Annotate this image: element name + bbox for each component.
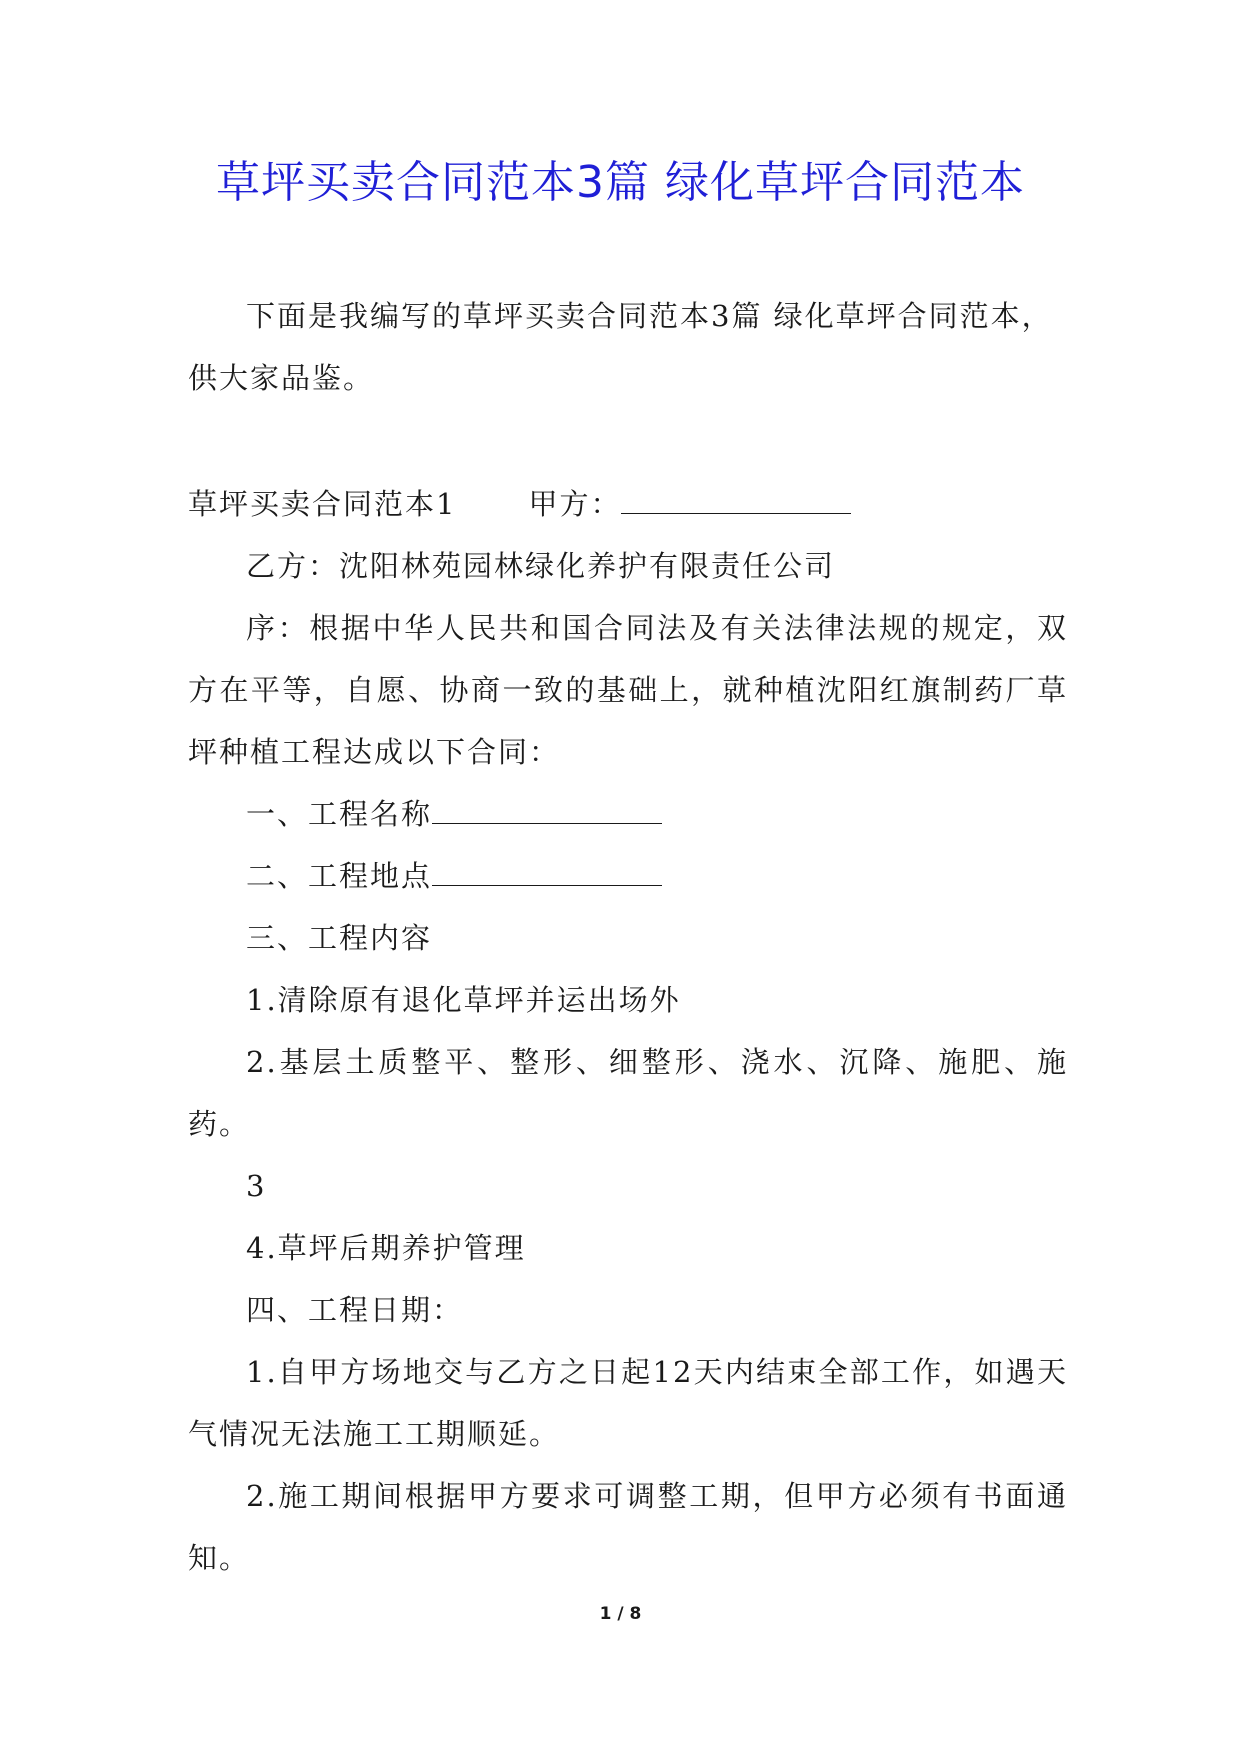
date-2: 2.施工期间根据甲方要求可调整工期，但甲方必须有书面通知。 <box>188 1479 1068 1575</box>
content-2: 2.基层土质整平、整形、细整形、浇水、沉降、施肥、施药。 <box>188 1045 1068 1141</box>
preamble: 序：根据中华人民共和国合同法及有关法律法规的规定，双方在平等，自愿、协商一致的基础上，就种植沈阳红旗制药厂草坪种植工程达成以下合同： <box>188 611 1068 769</box>
item-project-name <box>188 783 1068 845</box>
heading-row <box>188 473 1068 535</box>
content-3: 3 <box>246 1169 267 1203</box>
party-a-blank <box>621 491 851 514</box>
item-project-location <box>188 845 1068 907</box>
intro-line-2: 供大家品鉴。 <box>188 361 375 395</box>
item-project-location-label: 二、工程地点 <box>246 859 433 893</box>
contract-body <box>188 473 1068 1589</box>
page-indicator: 1 / 8 <box>599 1604 642 1624</box>
project-name-blank <box>432 801 662 824</box>
content-4: 4.草坪后期养护管理 <box>246 1231 526 1265</box>
intro-line-1: 下面是我编写的草坪买卖合同范本3篇 绿化草坪合同范本， <box>246 299 1053 333</box>
contract-heading: 草坪买卖合同范本1 <box>188 487 457 521</box>
project-location-blank <box>432 863 662 886</box>
intro-block <box>188 285 1068 409</box>
item-project-content: 三、工程内容 <box>246 921 433 955</box>
party-b: 乙方：沈阳林苑园林绿化养护有限责任公司 <box>246 549 836 583</box>
item-project-name-label: 一、工程名称 <box>246 797 433 831</box>
party-a-label: 甲方： <box>528 487 622 521</box>
item-project-dates: 四、工程日期： <box>246 1293 464 1327</box>
date-1: 1.自甲方场地交与乙方之日起12天内结束全部工作，如遇天气情况无法施工工期顺延。 <box>188 1355 1068 1451</box>
document-title: 草坪买卖合同范本3篇 绿化草坪合同范本 <box>216 157 1025 208</box>
content-1: 1.清除原有退化草坪并运出场外 <box>246 983 681 1017</box>
